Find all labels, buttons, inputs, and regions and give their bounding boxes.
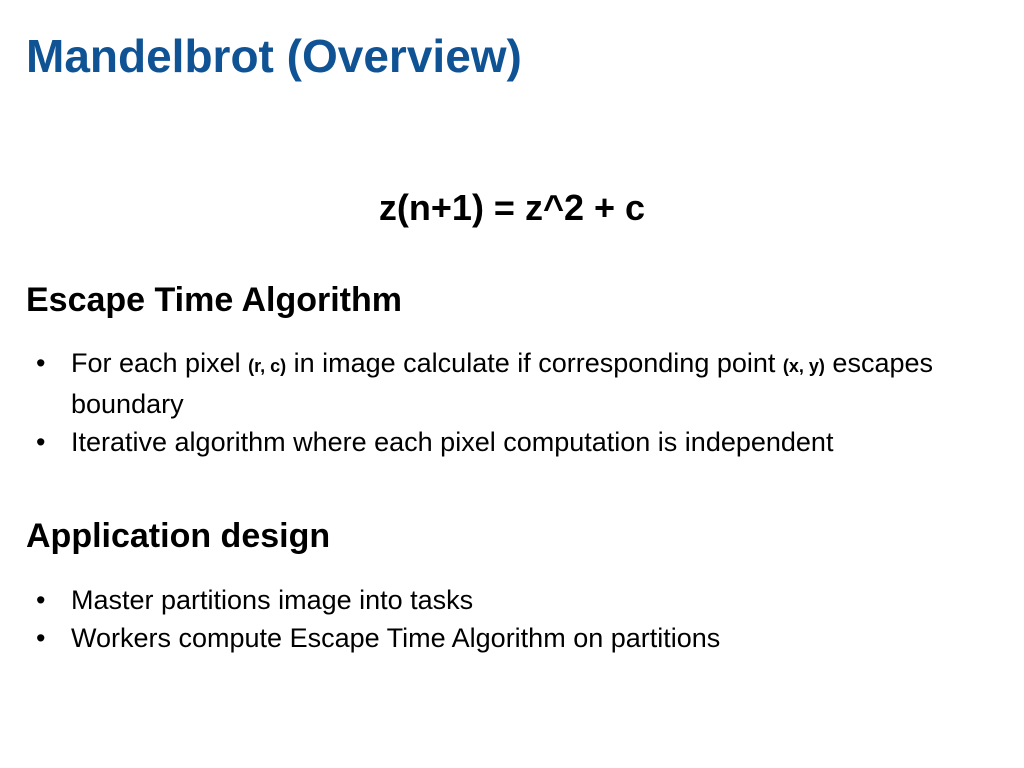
bullet-text: Master partitions image into tasks xyxy=(71,585,474,615)
bullet-item xyxy=(26,619,986,657)
bullet-text: escapes boundary xyxy=(71,348,933,419)
point-coordinates: (x, y) xyxy=(782,356,825,376)
bullet-list-application-design xyxy=(26,581,986,657)
section-heading-escape-time: Escape Time Algorithm xyxy=(26,281,402,319)
bullet-dot-icon: • xyxy=(36,623,46,653)
bullet-text: For each pixel xyxy=(71,348,249,378)
bullet-text: in image calculate if corresponding point xyxy=(286,348,783,378)
bullet-item xyxy=(26,344,986,423)
bullet-dot-icon: • xyxy=(36,585,46,615)
bullet-dot-icon: • xyxy=(36,348,46,378)
slide-title: Mandelbrot (Overview) xyxy=(26,30,522,82)
formula: z(n+1) = z^2 + c xyxy=(378,187,646,228)
bullet-item xyxy=(26,581,986,619)
bullet-text: Workers compute Escape Time Algorithm on partitions xyxy=(71,623,721,653)
bullet-text: Iterative algorithm where each pixel computation is independent xyxy=(71,427,834,457)
section-heading-application-design: Application design xyxy=(26,517,331,555)
bullet-item xyxy=(26,423,986,461)
bullet-dot-icon: • xyxy=(36,427,46,457)
bullet-list-escape-time xyxy=(26,344,986,461)
pixel-coordinates: (r, c) xyxy=(248,356,287,376)
